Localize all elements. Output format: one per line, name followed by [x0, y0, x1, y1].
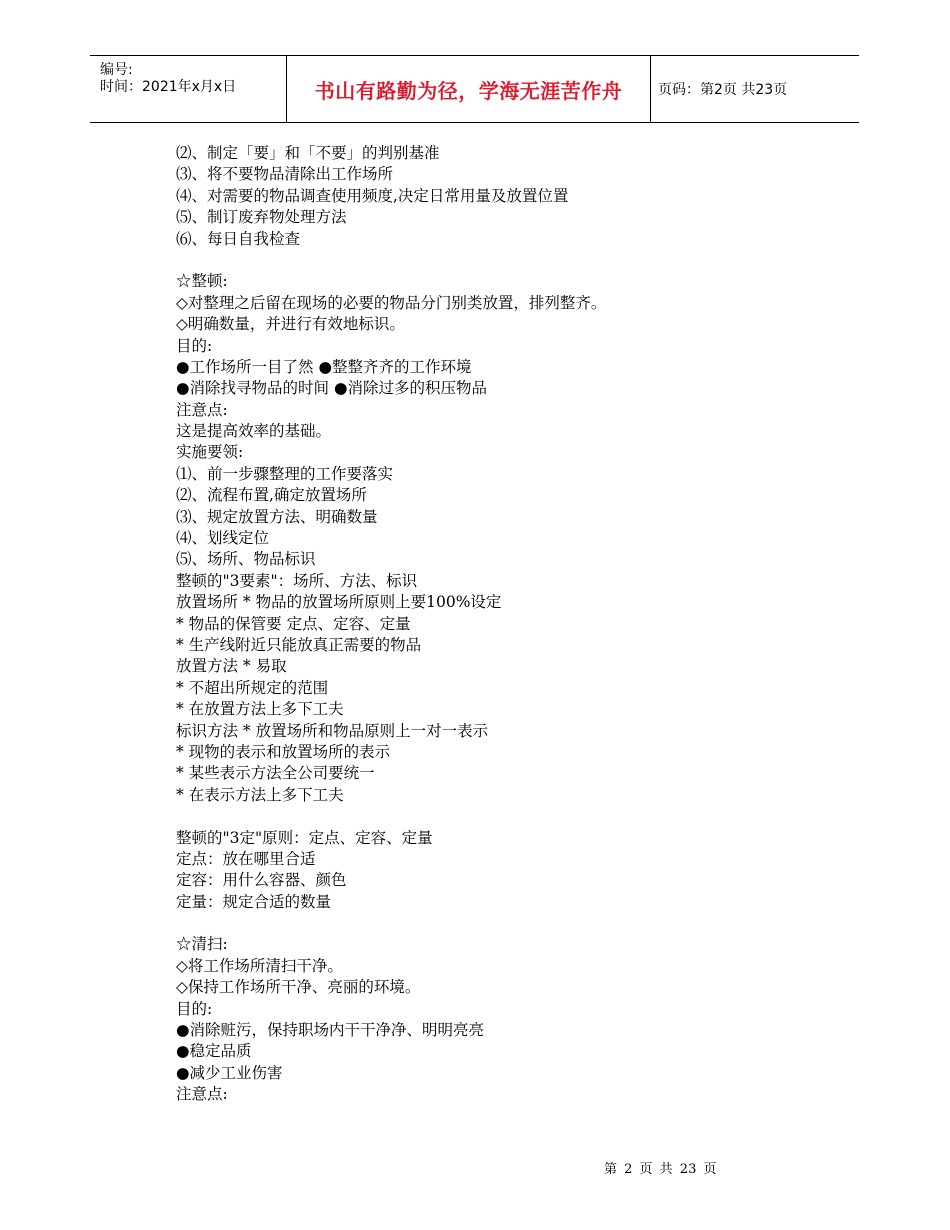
text-line: ●减少工业伤害 — [176, 1063, 283, 1082]
text-line: * 在表示方法上多下工夫 — [176, 785, 344, 804]
text-line: 标识方法 * 放置场所和物品原则上一对一表示 — [176, 721, 489, 740]
text-line: ●消除赃污，保持职场内干干净净、明明亮亮 — [176, 1021, 485, 1040]
text-line: 目的: — [176, 999, 213, 1018]
text-line: ☆清扫: — [176, 935, 228, 954]
text-line: 定容：用什么容器、颜色 — [176, 871, 347, 890]
header-meta — [90, 56, 286, 122]
text-line: * 物品的保管要 定点、定容、定量 — [176, 614, 411, 633]
text-line: ⑸、制订废弃物处理方法 — [176, 208, 347, 227]
blank-line — [176, 250, 816, 271]
text-line: * 生产线附近只能放真正需要的物品 — [176, 635, 422, 654]
text-line: ⑴、前一步骤整理的工作要落实 — [176, 464, 394, 483]
text-line: 整顿的"3要素"：场所、方法、标识 — [176, 571, 418, 590]
blank-line — [176, 913, 816, 934]
text-line: ⑷、对需要的物品调查使用频度,决定日常用量及放置位置 — [176, 186, 569, 205]
text-line: ●消除找寻物品的时间 ●消除过多的积压物品 — [176, 379, 487, 398]
text-line: 定量：规定合适的数量 — [176, 892, 332, 911]
text-line: ⑵、流程布置,确定放置场所 — [176, 486, 367, 505]
page-footer: 第 2 页 共 23 页 — [604, 1162, 717, 1177]
text-line: ☆整顿: — [176, 272, 228, 291]
text-line: 注意点: — [176, 1085, 228, 1104]
text-line: * 现物的表示和放置场所的表示 — [176, 742, 391, 761]
text-line: 目的: — [176, 336, 213, 355]
text-line: 放置方法 * 易取 — [176, 657, 287, 676]
blank-line — [176, 806, 816, 827]
motto-text: 书山有路勤为径，学海无涯苦作舟 — [314, 78, 623, 103]
text-line: ●工作场所一目了然 ●整整齐齐的工作环境 — [176, 357, 472, 376]
text-line: ◇将工作场所清扫干净。 — [176, 956, 343, 975]
text-line: 定点：放在哪里合适 — [176, 849, 316, 868]
document-body — [176, 143, 816, 1106]
text-line: 注意点: — [176, 400, 228, 419]
header-page-cell — [650, 56, 867, 122]
text-line: ⑹、每日自我检查 — [176, 229, 301, 248]
text-line: ◇保持工作场所干净、亮丽的环境。 — [176, 978, 421, 997]
text-line: 实施要领: — [176, 443, 244, 462]
page-header — [90, 55, 859, 123]
text-line: ⑸、场所、物品标识 — [176, 550, 316, 569]
time-label: 时间：2021年x月x日 — [100, 79, 237, 95]
text-line: * 不超出所规定的范围 — [176, 678, 329, 697]
text-line: 这是提高效率的基础。 — [176, 422, 332, 441]
text-line: 整顿的"3定"原则：定点、定容、定量 — [176, 828, 433, 847]
page-info: 页码：第2页 共23页 — [658, 82, 788, 98]
number-label: 编号: — [100, 62, 133, 78]
text-line: ◇对整理之后留在现场的必要的物品分门别类放置，排列整齐。 — [176, 293, 607, 312]
header-motto-cell — [286, 56, 651, 122]
text-line: ●稳定品质 — [176, 1042, 252, 1061]
text-line: ◇明确数量，并进行有效地标识。 — [176, 315, 405, 334]
text-line: ⑶、将不要物品清除出工作场所 — [176, 165, 394, 184]
text-line: 放置场所 * 物品的放置场所原则上要100%设定 — [176, 593, 502, 612]
text-line: ⑷、划线定位 — [176, 529, 270, 548]
text-line: ⑶、规定放置方法、明确数量 — [176, 507, 378, 526]
text-line: * 在放置方法上多下工夫 — [176, 700, 344, 719]
text-line: ⑵、制定「要」和「不要」的判别基准 — [176, 144, 440, 162]
text-line: * 某些表示方法全公司要统一 — [176, 764, 375, 783]
